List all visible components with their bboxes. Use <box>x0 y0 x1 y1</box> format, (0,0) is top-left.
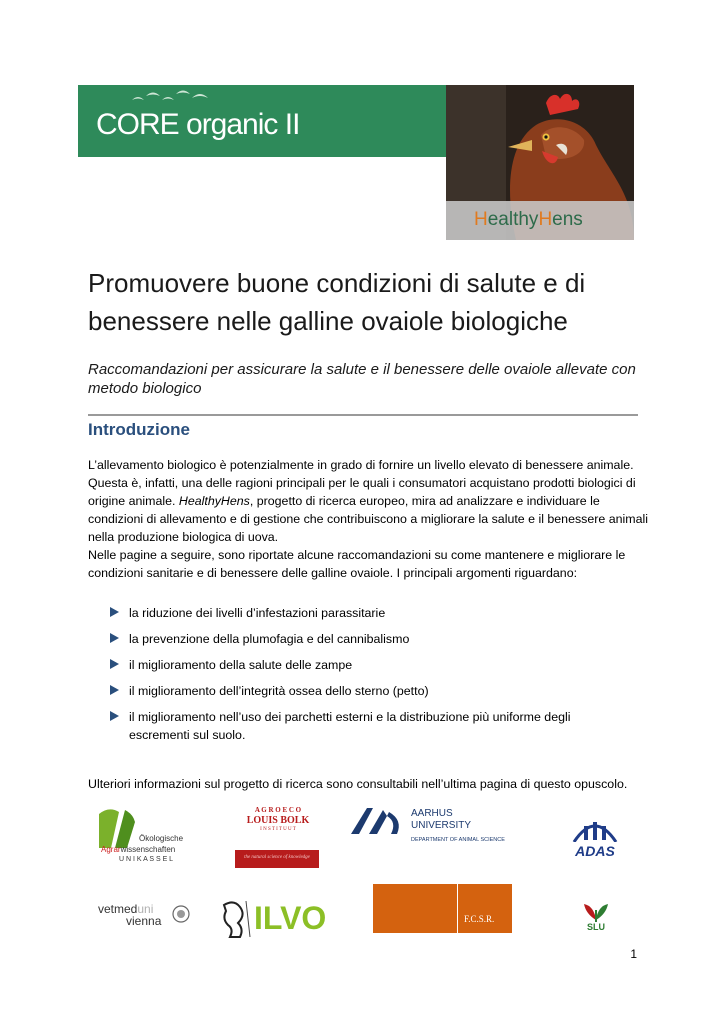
triangle-bullet-icon <box>110 607 119 617</box>
triangle-bullet-icon <box>110 685 119 695</box>
intro-paragraph: L’allevamento biologico è potenzialmente in grado di fornire un livello elevato di benessere animale. Questa è, infatti, una delle ragioni principali per le quali i consumatori acquistano prodotti biologici di origine animale. HealthyHens, progetto di ricerca europeo, mira ad analizzare e individuare le condizioni di allevamento e di gestione che contribuiscono a migliorare la salute e il benessere animali nella produzione biologica di uova. Nelle pagine a seguire, sono riportate alcune raccomandazioni su come mantenere e migliorare le condizioni sanitarie e di benessere delle galline ovaiole. I principali argomenti riguardano: <box>88 458 648 580</box>
triangle-bullet-icon <box>110 633 119 643</box>
slu-logo: SLU <box>578 900 614 934</box>
slu-leaves-icon <box>578 900 614 922</box>
aarhus-university-logo: AARHUS UNIVERSITY DEPARTMENT OF ANIMAL SCIENCE <box>349 806 533 850</box>
vetmeduni-vienna-logo: vetmeduni vienna <box>98 902 192 932</box>
program-title: CORE organic II <box>96 108 300 141</box>
intro-paragraph-2: Nelle pagine a seguire, sono riportate alcune raccomandazioni su come mantenere e migliorare le condizioni sanitarie e di benessere delle galline ovaiole. I principali argomenti riguardano: <box>88 548 626 580</box>
fcsr-logo: F.C.S.R. <box>458 884 512 933</box>
flying-birds-icon <box>130 86 212 108</box>
university-seal-icon <box>172 905 190 923</box>
document-title: Promuovere buone condizioni di salute e di benessere nelle galline ovaiole biologiche <box>88 268 586 336</box>
section-divider <box>88 414 638 416</box>
document-subtitle: Raccomandazioni per assicurare la salute e il benessere delle ovaiole allevate con metodo biologico <box>88 361 636 397</box>
further-info-note: Ulteriori informazioni sul progetto di ricerca sono consultabili nell’ultima pagina di questo opuscolo. <box>88 777 628 791</box>
adas-logo: ADAS <box>570 816 620 860</box>
triangle-bullet-icon <box>110 659 119 669</box>
kassel-logo: Ökologische Agrarwissenschaften U N I K A S S E L <box>97 804 197 868</box>
orange-partner-logo <box>373 884 457 933</box>
section-heading: Introduzione <box>88 420 190 439</box>
ilvo-logo: ILVO <box>220 899 336 939</box>
louis-bolk-logo: A G R O E C O LOUIS BOLK I N S T I T U U T the natural science of knowledge <box>235 806 319 868</box>
page-number: 1 <box>630 947 637 961</box>
triangle-bullet-icon <box>110 711 119 721</box>
healthyhens-logo-text: HealthyHens <box>474 209 583 230</box>
flemish-lion-icon <box>220 899 252 939</box>
